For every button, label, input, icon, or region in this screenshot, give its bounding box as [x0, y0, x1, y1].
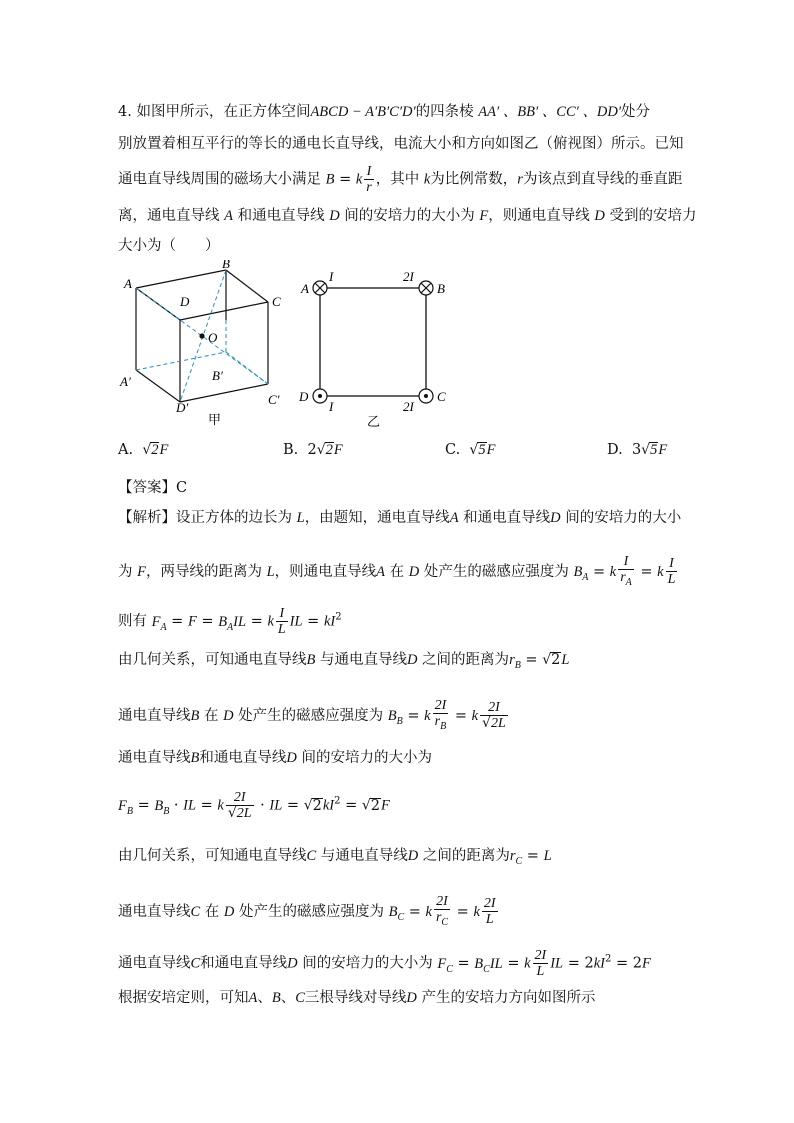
label-c: C: [437, 389, 446, 404]
current-b: 2I: [403, 269, 414, 284]
wire-b-into-page: [419, 281, 433, 295]
formula-i-over-r: $\frac{I}{r}$: [366, 164, 372, 195]
analysis-line-9: 通电直导线C 在 D 处产生的磁感应强度为 $B_C = k$ $\frac{2I}{r_C}$ = k $\frac{2I}{L}$: [118, 894, 496, 928]
analysis-line-7: $F_B = B_B$ · IL = k $\frac{2I}{√2L}$ · IL = $√2kI^2 = √2F$: [118, 790, 390, 821]
answer-value: C: [176, 480, 188, 496]
label-b: B: [222, 260, 230, 271]
analysis-tag: 【解析】: [118, 510, 176, 526]
label-b-prime: B′: [212, 368, 223, 383]
cube-name: ABCD − A′B′C′D′: [310, 104, 416, 120]
analysis-line-2: 为 F，两导线的距离为 L，则通电直导线A 在 D 处产生的磁感应强度为 $B_A = k$ $\frac{I}{r_A}$ = k $\frac{I}{L}$: [118, 554, 676, 588]
label-a-prime: A′: [120, 374, 131, 389]
option-d[interactable]: D. 3√5F: [607, 442, 668, 458]
label-a: A: [301, 281, 309, 296]
analysis-line-10: 通电直导线C和通电直导线D 间的安培力的大小为 $F_C = B_CIL = k$ $\frac{2I}{L}$ IL = $2kI^2 = 2F$: [118, 948, 651, 979]
analysis-line-1: 【解析】设正方体的边长为 L，由题知，通电直导线A 和通电直导线D 间的安培力的大小: [118, 510, 682, 526]
analysis-line-3: 则有 $F_A = F = B_AIL = k$ $\frac{I}{L}$ IL = $kI^2$: [118, 606, 342, 637]
option-b[interactable]: B. 2√2F: [283, 442, 343, 458]
label-d: D: [180, 294, 190, 309]
wire-c-out-of-page: [419, 389, 433, 403]
label-d-prime: D′: [176, 400, 189, 415]
analysis-line-5: 通电直导线B 在 D 处产生的磁感应强度为 $B_B = k$ $\frac{2I}{r_B}$ = k $\frac{2I}{√2L}$: [118, 698, 506, 732]
question-line-2: 别放置着相互平行的等长的通电长直导线，电流大小和方向如图乙（俯视图）所示。已知: [118, 136, 684, 152]
caption-jia: 甲: [208, 413, 222, 428]
center-point-o: [199, 333, 204, 338]
analysis-line-8: 由几何关系，可知通电直导线C 与通电直导线D 之间的距离为$r_C = L$: [118, 848, 552, 867]
label-c: C: [272, 294, 281, 309]
label-a: A: [124, 276, 132, 291]
question-line-5: 大小为（ ）: [118, 238, 220, 254]
question-line-1: 4. 如图甲所示，在正方体空间ABCD − A′B′C′D′的四条棱 AA′ 、BB′ 、CC′ 、DD′处分: [118, 104, 651, 120]
figure-jia-cube: [118, 260, 288, 430]
current-a: I: [329, 269, 334, 284]
analysis-line-6: 通电直导线B和通电直导线D 间的安培力的大小为: [118, 750, 432, 766]
label-b: B: [437, 281, 445, 296]
answer-line: [118, 478, 187, 498]
current-c: 2I: [403, 399, 414, 414]
wire-d-out-of-page: [313, 389, 327, 403]
question-line-4: 离，通电直导线 A 和通电直导线 D 间的安培力的大小为 F，则通电直导线 D 受到的安培力: [118, 208, 697, 224]
question-number: 4.: [118, 104, 132, 120]
figure-yi-topview: [295, 268, 465, 430]
current-d: I: [329, 399, 334, 414]
option-a[interactable]: A. √2F: [118, 442, 169, 458]
answer-tag: 【答案】: [118, 480, 176, 496]
label-c-prime: C′: [268, 392, 280, 407]
analysis-line-11: 根据安培定则，可知A、B、C三根导线对导线D 产生的安培力方向如图所示: [118, 990, 596, 1006]
option-c[interactable]: C. √5F: [445, 442, 496, 458]
label-o: O: [208, 330, 218, 345]
label-d: D: [299, 389, 309, 404]
caption-yi: 乙: [367, 415, 381, 430]
analysis-line-4: 由几何关系，可知通电直导线B 与通电直导线D 之间的距离为$r_B = √2L$: [118, 652, 570, 671]
wire-a-into-page: [313, 281, 327, 295]
edge-list: AA′ 、BB′ 、CC′ 、DD′: [478, 104, 622, 120]
question-line-3: 通电直导线周围的磁场大小满足 B = k $\frac{I}{r}$ ，其中 k为比例常数，r为该点到直导线的垂直距: [118, 164, 683, 195]
